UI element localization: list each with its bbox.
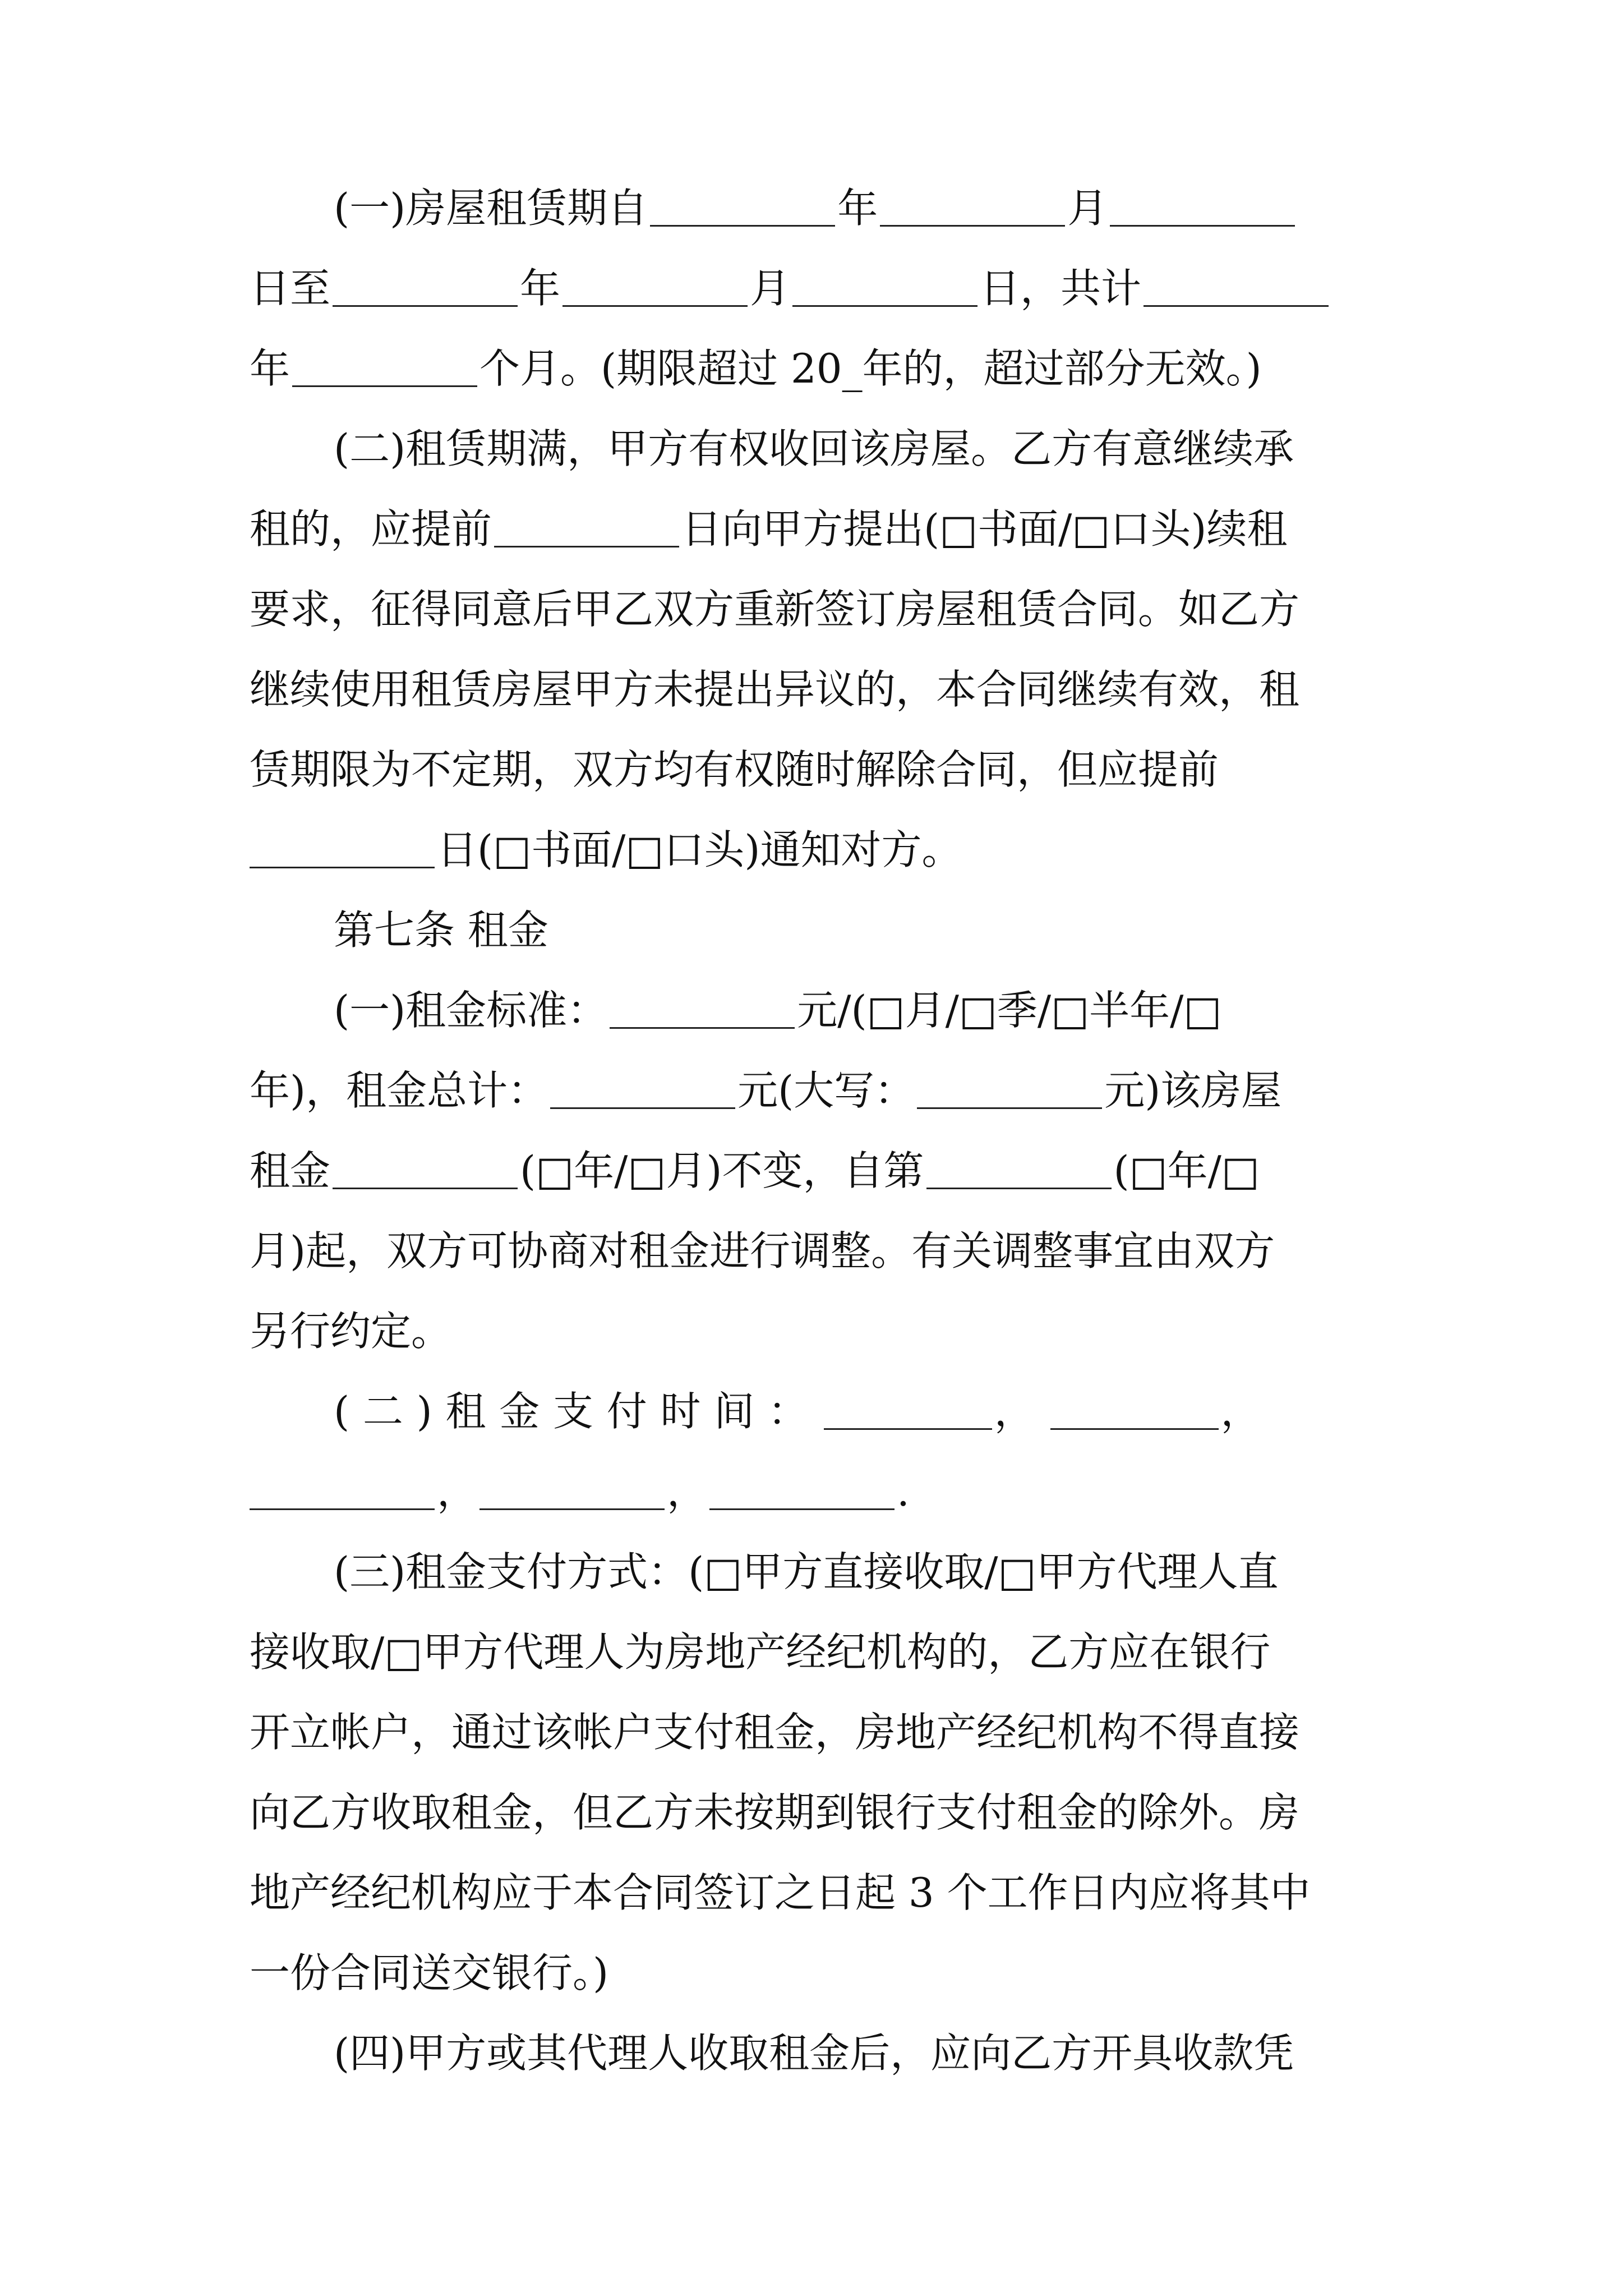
blank-field-payment-time-1[interactable] [824, 1393, 992, 1430]
text-segment: ， [1220, 1388, 1275, 1435]
text-segment: (四)甲方或其代理人收取租金后，应向乙方开具收款凭 [334, 2030, 1294, 2077]
text-segment: 开立帐户，通过该帐户支付租金，房地产经纪机构不得直接 [250, 1709, 1300, 1756]
blank-field-rent-amount[interactable] [610, 992, 795, 1029]
blank-field-rent-total[interactable] [550, 1073, 735, 1109]
text-segment: 继续使用租赁房屋甲方未提出异议的，本合同继续有效，租 [250, 666, 1300, 713]
payment-method-line-1 [250, 1532, 1391, 1612]
text-segment: 赁期限为不定期，双方均有权随时解除合同，但应提前 [250, 746, 1219, 793]
blank-field-start-month[interactable] [880, 190, 1065, 227]
blank-field-start-day[interactable] [1110, 190, 1295, 227]
renewal-line-5 [250, 730, 1391, 810]
text-segment: (一)租金标准： [334, 987, 608, 1034]
contract-text [250, 168, 1391, 2093]
text-segment: (三)租金支付方式：(□甲方直接收取/□甲方代理人直 [334, 1548, 1279, 1595]
text-segment: 月 [750, 265, 791, 312]
payment-method-line-3 [250, 1692, 1391, 1773]
payment-method-line-4 [250, 1773, 1391, 1853]
blank-field-total-months[interactable] [292, 351, 477, 387]
blank-field-end-day[interactable] [792, 270, 978, 307]
text-segment: 个月。(期限超过 20_年的，超过部分无效。) [479, 345, 1262, 392]
rent-standard-line-2 [250, 1051, 1391, 1131]
renewal-line-6 [250, 810, 1391, 890]
text-segment: 另行约定。 [250, 1308, 452, 1355]
blank-field-rent-adjust-from[interactable] [926, 1153, 1112, 1189]
rent-standard-line-3 [250, 1131, 1391, 1211]
lease-term-line-1 [250, 168, 1391, 249]
text-segment: (□年/□ [1113, 1147, 1260, 1194]
text-segment: 年)，租金总计： [250, 1067, 548, 1114]
text-segment: 日向甲方提出(□书面/□口头)续租 [681, 505, 1288, 553]
blank-field-notice-days[interactable] [494, 511, 679, 547]
text-segment: 元/(□月/□季/□半年/□ [797, 987, 1222, 1034]
text-segment: 月 [1067, 185, 1108, 232]
text-segment: ， [667, 1468, 708, 1515]
payment-method-line-5 [250, 1853, 1391, 1933]
text-segment: 一份合同送交银行。) [250, 1949, 609, 1996]
blank-field-termination-notice-days[interactable] [250, 832, 435, 868]
article-title: 第七条 租金 [334, 907, 548, 954]
text-segment: 日(□书面/□口头)通知对方。 [437, 826, 962, 873]
blank-field-end-month[interactable] [562, 270, 748, 307]
text-segment: 日至 [250, 265, 331, 312]
blank-field-payment-time-4[interactable] [479, 1474, 665, 1510]
lease-term-line-3 [250, 329, 1391, 409]
payment-time-line-2 [250, 1452, 1391, 1532]
rent-standard-line-4 [250, 1211, 1391, 1291]
blank-field-start-year[interactable] [650, 190, 835, 227]
text-segment: 月)起，双方可协商对租金进行调整。有关调整事宜由双方 [250, 1227, 1275, 1274]
blank-field-payment-time-2[interactable] [1050, 1393, 1219, 1430]
rent-standard-line-1 [250, 970, 1391, 1051]
blank-field-end-year[interactable] [333, 270, 518, 307]
text-segment: 元(大写： [737, 1067, 915, 1114]
renewal-line-3 [250, 569, 1391, 650]
article-seven-heading [250, 890, 1391, 970]
blank-field-rent-total-capital[interactable] [917, 1073, 1102, 1109]
text-segment: 租金 [250, 1147, 331, 1194]
text-segment: . [897, 1468, 910, 1515]
text-segment: 租的，应提前 [250, 505, 492, 553]
text-segment: 年 [250, 345, 291, 392]
payment-method-line-6 [250, 1933, 1391, 2013]
text-segment: 要求，征得同意后甲乙双方重新签订房屋租赁合同。如乙方 [250, 586, 1300, 633]
payment-method-line-2 [250, 1612, 1391, 1692]
renewal-line-2 [250, 489, 1391, 569]
text-segment: 日，共计 [980, 265, 1142, 312]
text-segment: 向乙方收取租金，但乙方未按期到银行支付租金的除外。房 [250, 1789, 1300, 1836]
text-segment: 年 [520, 265, 561, 312]
lease-term-line-2 [250, 249, 1391, 329]
renewal-line-4 [250, 650, 1391, 730]
blank-field-payment-time-5[interactable] [709, 1474, 895, 1510]
renewal-line-1 [250, 409, 1391, 489]
blank-field-payment-time-3[interactable] [250, 1474, 435, 1510]
text-segment: 接收取/□甲方代理人为房地产经纪机构的，乙方应在银行 [250, 1628, 1271, 1676]
payment-time-line-1 [250, 1372, 1391, 1452]
text-segment: (二)租金支付时间： [334, 1388, 822, 1435]
text-segment: 地产经纪机构应于本合同签订之日起 3 个工作日内应将其中 [250, 1869, 1311, 1916]
text-segment: 元)该房屋 [1104, 1067, 1282, 1114]
text-segment: (二)租赁期满，甲方有权收回该房屋。乙方有意继续承 [334, 425, 1294, 472]
text-segment: (一)房屋租赁期自 [334, 185, 648, 232]
text-segment: ， [437, 1468, 478, 1515]
text-segment: 年 [837, 185, 878, 232]
text-segment: (□年/□月)不变，自第 [520, 1147, 924, 1194]
blank-field-total-years[interactable] [1144, 270, 1329, 307]
rent-standard-line-5 [250, 1291, 1391, 1372]
blank-field-rent-fixed-period[interactable] [333, 1153, 518, 1189]
receipt-line-1 [250, 2013, 1391, 2093]
text-segment: ， [994, 1388, 1048, 1435]
